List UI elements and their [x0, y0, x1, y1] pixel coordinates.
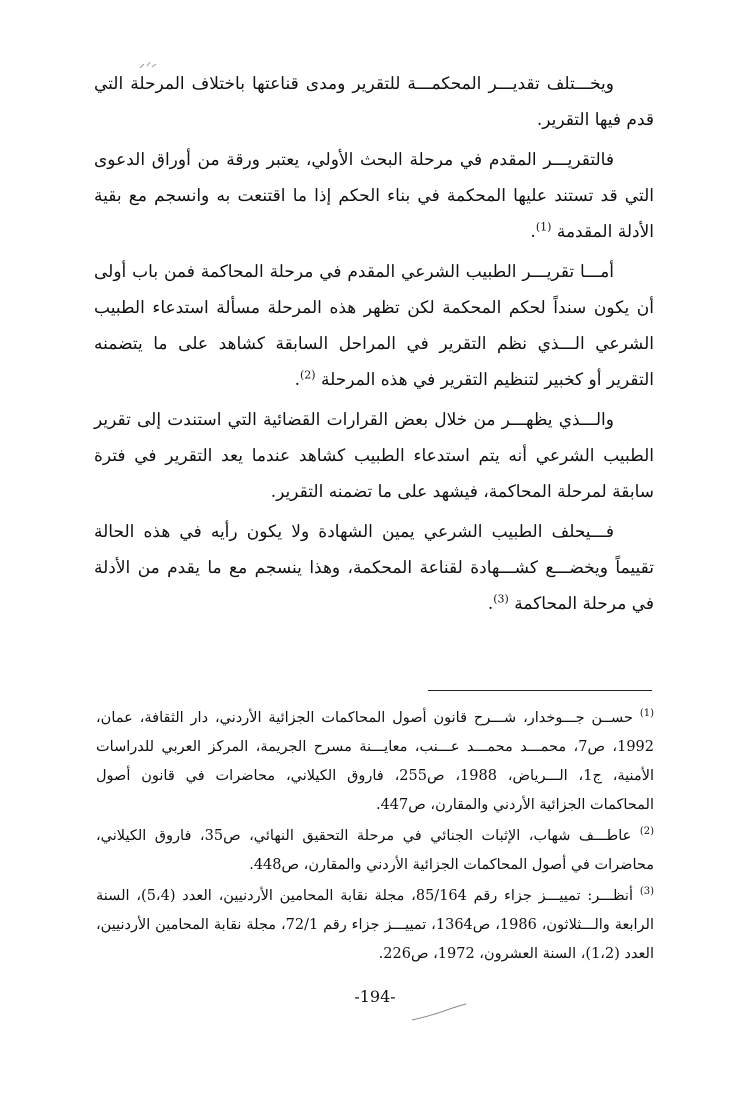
paragraph-4 — [94, 402, 654, 510]
scan-pen-stroke-mark — [410, 1002, 468, 1022]
main-body-text — [94, 66, 654, 626]
footnote-3-number: (3) — [639, 886, 654, 898]
footnote-3-text: أنظـــر: تمييـــز جزاء رقم 85/164، مجلة نقابة المحامين الأردنيين، العدد (5،4)، السنة الرابعة والـــثلاثون، 1986، ص1364، تمييـــز جزاء رقم 72/1، مجلة نقابة المحامين الأردنيين، العدد (1،2)، السنة العشرون، 1972، ص226. — [96, 888, 654, 962]
page-number: -194- — [354, 987, 396, 1006]
footnote-separator-line — [428, 690, 652, 691]
paragraph-2: فالتقريـــر المقدم في مرحلة البحث الأولي، يعتبر ورقة من أوراق الدعوى التي قد تستند عليها المحكمة في بناء الحكم إذا ما اقتنعت به وانسجم مع بقية الأدلة المقدمة $^{(1)}$. — [94, 150, 654, 242]
footnote-3 — [96, 882, 654, 969]
footnote-2-text: عاطـــف شهاب، الإثبات الجنائي في مرحلة التحقيق النهائي، ص35، فاروق الكيلاني، محاضرات في أصول المحاكمات الجزائية الأردني والمقارن، ص448. — [96, 828, 654, 873]
paragraph-5-text: فـــيحلف الطبيب الشرعي يمين الشهادة ولا يكون رأيه في هذه الحالة تقييماً ويخضـــع كشـــهادة لقناعة المحكمة، وهذا ينسجم مع ما يقدم من الأدلة في مرحلة المحاكمة — [94, 522, 654, 614]
footnote-1-text: حســن جـــوخدار، شـــرح قانون أصول المحاكمات الجزائية الأردني، دار الثقافة، عمان، 1992، ص7، محمـــد محمـــد عـــنب، معايـــنة مسرح الجريمة، المركز العربي للدراسات الأمنية، ج1، الـــرياض، 1988، ص255، فاروق الكيلاني، محاضرات في قانون أصول المحاكمات الجزائية الأردني والمقارن، ص447. — [96, 710, 655, 813]
footnote-ref-3: (3) — [493, 592, 509, 606]
footnote-2 — [96, 822, 654, 880]
footnote-1-number: (1) — [639, 708, 655, 720]
footnote-ref-2: (2) — [300, 368, 316, 382]
paragraph-2-text: فالتقريـــر المقدم في مرحلة البحث الأولي، يعتبر ورقة من أوراق الدعوى التي قد تستند عليها المحكمة في بناء الحكم إذا ما اقتنعت به وانسجم مع بقية الأدلة المقدمة — [94, 150, 654, 242]
paragraph-1-text: ويخـــتلف تقديـــر المحكمـــة للتقرير ومدى قناعتها باختلاف المرحلة التي قدم فيها التقرير. — [94, 74, 654, 130]
paragraph-5: فـــيحلف الطبيب الشرعي يمين الشهادة ولا يكون رأيه في هذه الحالة تقييماً ويخضـــع كشـــهادة لقناعة المحكمة، وهذا ينسجم مع ما يقدم من الأدلة في مرحلة المحاكمة $^{(3)}$. — [94, 522, 654, 614]
footnote-ref-1: (1) — [535, 220, 552, 234]
paragraph-3-text: أمـــا تقريـــر الطبيب الشرعي المقدم في مرحلة المحاكمة فمن باب أولى أن يكون سنداً لحكم المحكمة لكن تظهر هذه المرحلة مسألة استدعاء الطبيب الشرعي الـــذي نظم التقرير في المراحل السابقة كشاهد على ما يتضمنه التقرير أو كخبير لتنظيم التقرير في هذه المرحلة — [94, 262, 654, 390]
footnote-2-number: (2) — [639, 826, 654, 838]
paragraph-1 — [94, 66, 654, 138]
footnote-1 — [96, 704, 654, 820]
paragraph-4-text: والـــذي يظهـــر من خلال بعض القرارات القضائية التي استندت إلى تقرير الطبيب الشرعي أنه يتم استدعاء الطبيب كشاهد عندما يعد التقرير في فترة سابقة لمرحلة المحاكمة، فيشهد على ما تضمنه التقرير. — [94, 410, 654, 502]
footnotes-section — [96, 704, 654, 971]
paragraph-3: أمـــا تقريـــر الطبيب الشرعي المقدم في مرحلة المحاكمة فمن باب أولى أن يكون سنداً لحكم المحكمة لكن تظهر هذه المرحلة مسألة استدعاء الطبيب الشرعي الـــذي نظم التقرير في المراحل السابقة كشاهد على ما يتضمنه التقرير أو كخبير لتنظيم التقرير في هذه المرحلة $^{(2)}$. — [94, 262, 654, 390]
